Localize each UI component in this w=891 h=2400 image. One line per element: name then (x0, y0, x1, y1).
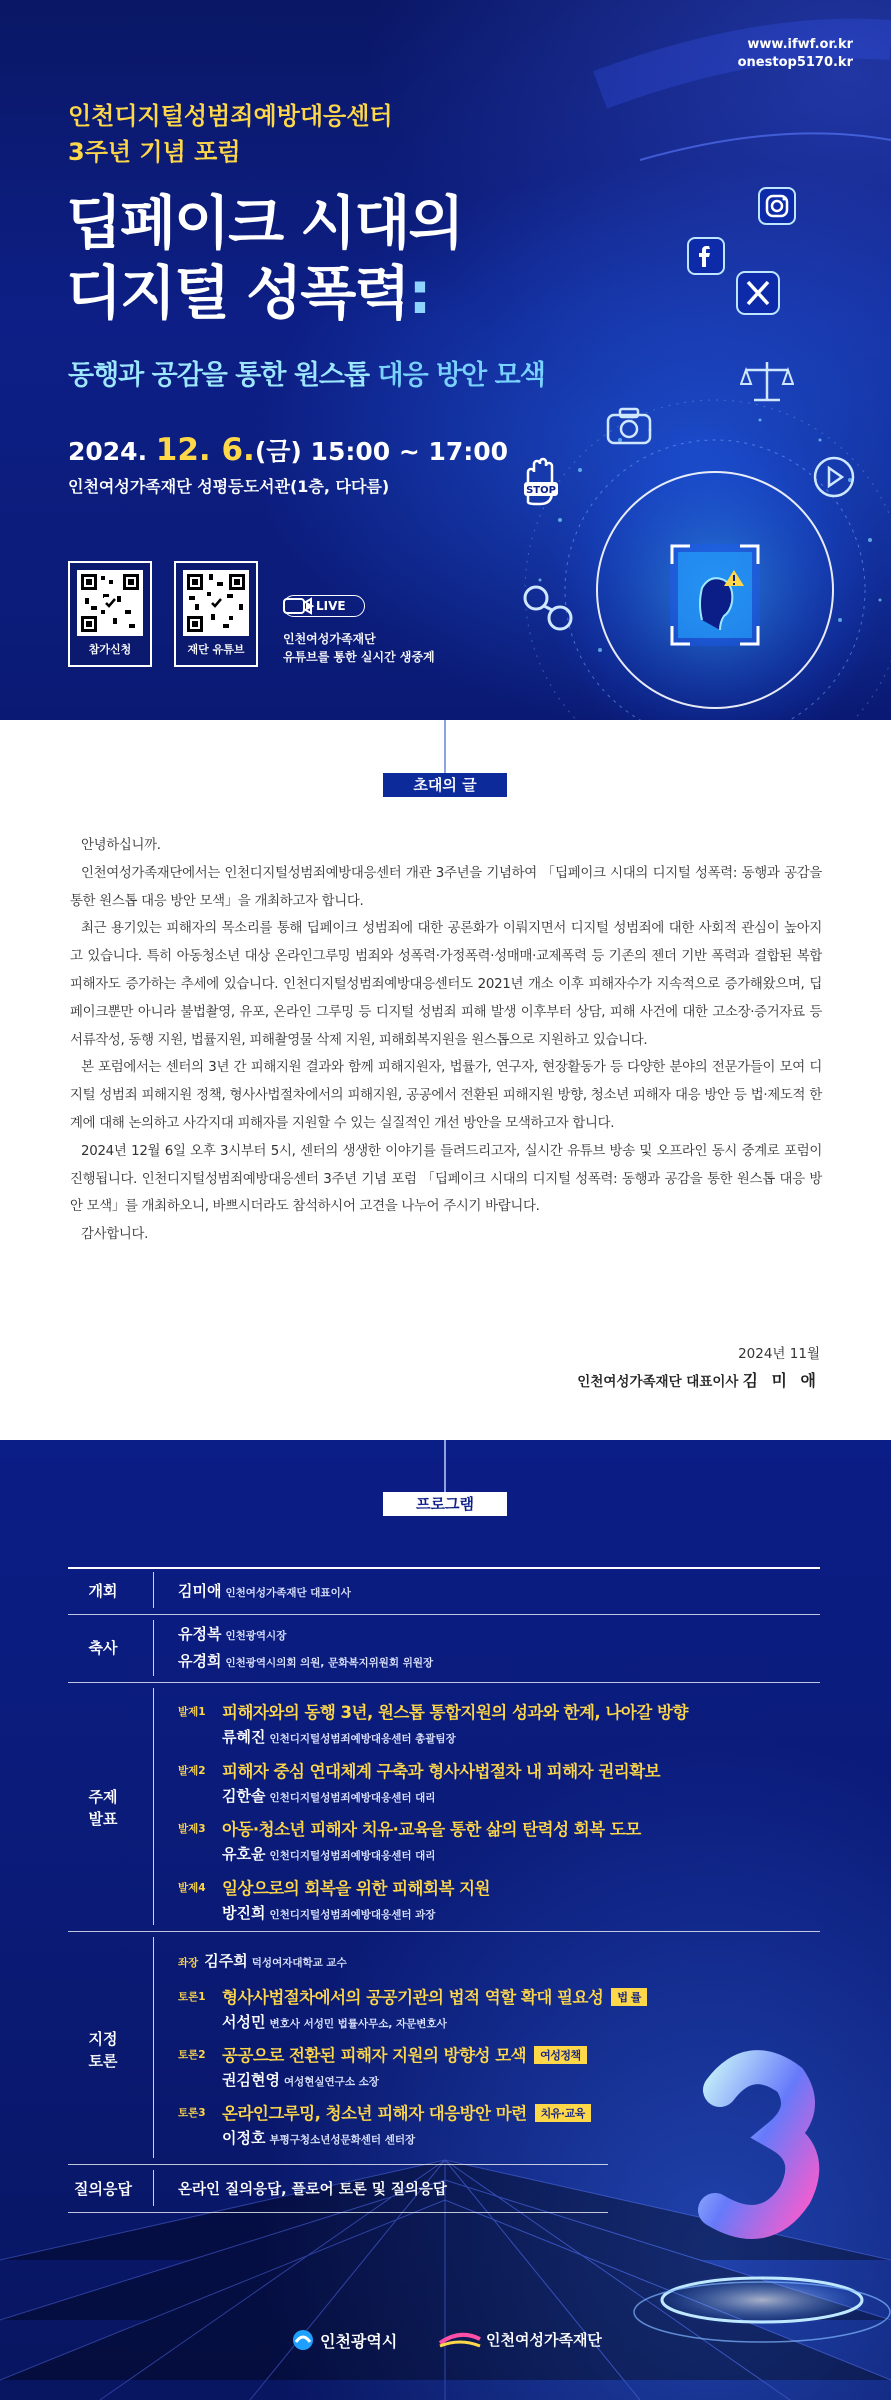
table-divider (153, 1688, 154, 1925)
speaker-name: 김주희 (204, 1952, 248, 1970)
speaker-name: 권김현영 (222, 2071, 280, 2089)
title-colon: : (408, 259, 430, 327)
discussion-tag: 토론1 (178, 1991, 206, 2003)
speaker-role: 인천디지털성범죄예방대응센터 대리 (269, 1850, 436, 1862)
speaker-role: 인천광역시의회 의원, 문화복지위원회 위원장 (225, 1657, 434, 1669)
qr-label-registration: 참가신청 (88, 643, 132, 656)
live-desc-line-1: 인천여성가족재단 (283, 632, 376, 646)
discussion-title: 형사사법절차에서의 공공기관의 법적 역할 확대 필요성 (222, 1988, 604, 2007)
speaker-name: 서성민 (222, 2013, 266, 2031)
invitation-letter (70, 832, 822, 1249)
footer-logos (292, 2326, 602, 2356)
speaker-role: 변호사 서성민 법률사무소, 자문변호사 (269, 2018, 447, 2030)
moderator-tag: 좌장 (178, 1957, 199, 1969)
table-divider (153, 2170, 154, 2206)
field-badge: 법 률 (611, 1988, 647, 2006)
qa-text: 온라인 질의응답, 플로어 토론 및 질의응답 (178, 2182, 447, 2198)
speaker-name: 김미애 (178, 1582, 222, 1600)
table-divider (153, 1620, 154, 1676)
presenter (222, 1902, 435, 1923)
foundation-logo-text: 인천여성가족재단 (486, 2331, 602, 2349)
program-heading: 프로그램 (383, 1492, 507, 1516)
row-label-discussion (68, 2028, 138, 2072)
title-line-1: 딥페이크 시대의 (66, 189, 463, 257)
label-line-2: 발표 (88, 1810, 118, 1828)
letter-date: 2024년 11월 (738, 1346, 820, 1362)
connector-line (444, 720, 446, 780)
letter-paragraph: 최근 용기있는 피해자의 목소리를 통해 딥페이크 성범죄에 대한 공론화가 이뤄지면서 디지털 성범죄에 대한 사회적 관심이 높아지고 있습니다. 특히 아동청소년 대상 온라인그루밍 범죄와 성폭력·가정폭력·성매매·교제폭력 등 기존의 젠더 기반 폭력과 결합된 복합 피해자도 증가하는 추세에 있습니다. 인천디지털성범죄예방대응센터도 2021년 개소 이후 피해자수가 지속적으로 증가해왔으며, 딥페이크뿐만 아니라 불법촬영, 유포, 온라인 그루밍 등 디지털 성범죄 피해 발생 이후부터 상담, 피해 사건에 대한 고소장·증거자료 등 서류작성, 동행 지원, 법률지원, 피해촬영물 삭제 지원, 피해회복지원을 원스톱으로 지원하고 있습니다. (70, 921, 822, 1048)
site-url-2[interactable]: onestop5170.kr (737, 55, 853, 70)
letter-paragraph: 안녕하십니까. (81, 838, 161, 853)
incheon-city-logo-text: 인천광역시 (320, 2332, 398, 2351)
date-big: 12. 6. (155, 432, 255, 468)
stop-hand-icon (518, 454, 564, 510)
table-rule (68, 1682, 820, 1683)
presentation-title: 피해자 중심 연대체계 구축과 형사사법절차 내 피해자 권리확보 (222, 1762, 661, 1781)
discussion-item (222, 2100, 591, 2124)
speaker-role: 인천여성가족재단 대표이사 (225, 1587, 351, 1599)
congrats-speaker (178, 1623, 286, 1644)
speaker-name: 김한솔 (222, 1787, 266, 1805)
speaker-role: 인천광역시장 (225, 1630, 287, 1642)
kicker (68, 98, 393, 170)
row-label-congrats: 축사 (88, 1639, 118, 1657)
discussion-item (222, 2042, 587, 2066)
discussant (222, 2011, 447, 2032)
scales-icon (740, 358, 794, 406)
speaker-role: 인천디지털성범죄예방대응센터 과장 (269, 1909, 436, 1921)
speaker-name: 방진희 (222, 1904, 266, 1922)
page-title (66, 188, 462, 328)
letter-paragraph: 2024년 12월 6일 오후 3시부터 5시, 센터의 생생한 이야기를 들려드리고자, 실시간 유튜브 방송 및 오프라인 동시 중계로 포럼이 진행됩니다. 인천디지털성범죄예방대응센터 3주년 기념 포럼 「딥페이크 시대의 디지털 성폭력: 동행과 공감을 통한 원스톱 대응 방안 모색」를 개최하오니, 바쁘시더라도 참석하시어 고견을 나누어 주시기 바랍니다. (70, 1143, 822, 1215)
stop-text: STOP (526, 485, 556, 496)
play-circle-icon (812, 455, 856, 499)
connector-line (444, 1440, 446, 1500)
qr-label-youtube: 재단 유튜브 (187, 643, 245, 656)
opening-speaker (178, 1580, 351, 1601)
subtitle-part-b: 대응 방안 모색 (377, 360, 545, 391)
handcuffs-icon (520, 578, 580, 638)
live-label: LIVE (316, 599, 346, 613)
table-rule (68, 2164, 608, 2165)
invitation-heading: 초대의 글 (383, 773, 507, 797)
hero-banner (0, 0, 891, 720)
qr-registration[interactable] (68, 561, 152, 667)
speaker-name: 이정호 (222, 2129, 266, 2147)
facebook-icon (686, 236, 726, 276)
discussant (222, 2069, 379, 2090)
discussion-tag: 토론3 (178, 2107, 206, 2119)
table-rule (68, 1931, 820, 1932)
x-icon (735, 270, 781, 316)
presenter (222, 1785, 435, 1806)
letter-paragraph: 인천여성가족재단에서는 인천디지털성범죄예방대응센터 개관 3주년을 기념하여 「딥페이크 시대의 디지털 성폭력: 동행과 공감을 통한 원스톱 대응 방안 모색」을 개최하고자 합니다. (70, 865, 822, 909)
qr-code-icon (183, 570, 249, 636)
table-divider (153, 1937, 154, 2158)
subtitle (68, 353, 545, 392)
label-line-2: 토론 (88, 2052, 118, 2070)
live-description (283, 630, 435, 666)
row-label-opening: 개회 (88, 1582, 118, 1600)
discussion-title: 공공으로 전환된 피해자 지원의 방향성 모색 (222, 2046, 527, 2065)
play-icon: ▶ (306, 599, 315, 612)
speaker-role: 여성현실연구소 소장 (283, 2076, 379, 2088)
row-label-presentations (68, 1786, 138, 1830)
live-desc-line-2: 유튜브를 통한 실시간 생중계 (283, 650, 435, 664)
presentation-tag: 발제4 (178, 1882, 206, 1894)
letter-paragraph: 감사합니다. (81, 1227, 149, 1243)
speaker-role: 인천디지털성범죄예방대응센터 총괄팀장 (269, 1733, 456, 1745)
live-badge (283, 595, 365, 617)
speaker-name: 유호윤 (222, 1845, 266, 1863)
speaker-name: 류혜진 (222, 1728, 266, 1746)
label-line-1: 주제 (88, 1788, 118, 1806)
moderator (178, 1950, 347, 1971)
field-badge: 여성정책 (534, 2046, 587, 2064)
kicker-line-2: 3주년 기념 포럼 (68, 138, 241, 166)
presenter (222, 1726, 456, 1747)
qr-code-icon (77, 570, 143, 636)
speaker-role: 인천디지털성범죄예방대응센터 대리 (269, 1792, 436, 1804)
face-scan-icon (666, 540, 764, 650)
discussant (222, 2127, 415, 2148)
signer-name: 김 미 애 (742, 1371, 820, 1390)
table-divider (153, 1572, 154, 1608)
camera-icon (606, 406, 652, 446)
subtitle-part-a: 동행과 공감을 통한 원스톱 (68, 360, 378, 391)
speaker-name: 유경희 (178, 1652, 222, 1670)
instagram-icon (757, 186, 797, 226)
congrats-speaker (178, 1650, 433, 1671)
presentation-title: 피해자와의 동행 3년, 원스톱 통합지원의 성과와 한계, 나아갈 방향 (222, 1703, 688, 1722)
signer-title: 인천여성가족재단 대표이사 (577, 1374, 739, 1390)
site-url-1[interactable]: www.ifwf.or.kr (747, 37, 853, 52)
field-badge: 치유·교육 (535, 2104, 591, 2122)
presenter (222, 1843, 435, 1864)
presentation-title: 일상으로의 회복을 위한 피해회복 지원 (222, 1879, 491, 1898)
date-prefix: 2024. (68, 437, 156, 466)
program-section (0, 1440, 891, 2400)
presentation-tag: 발제3 (178, 1823, 206, 1835)
speaker-name: 유정복 (178, 1625, 222, 1643)
site-links (738, 36, 853, 72)
row-label-qa: 질의응답 (74, 2180, 132, 2198)
table-rule (68, 1567, 820, 1569)
table-rule (68, 2212, 608, 2213)
speaker-role: 부평구청소년성문화센터 센터장 (269, 2134, 416, 2146)
discussion-tag: 토론2 (178, 2049, 206, 2061)
discussion-item (222, 1984, 647, 2008)
presentation-tag: 발제1 (178, 1706, 206, 1718)
label-line-1: 지정 (88, 2030, 118, 2048)
title-line-2: 디지털 성폭력 (66, 259, 409, 327)
incheon-city-logo-icon (292, 2329, 314, 2351)
foundation-logo-icon (438, 2331, 482, 2349)
speaker-role: 덕성여자대학교 교수 (251, 1957, 347, 1969)
event-datetime (68, 432, 508, 468)
presentation-title: 아동·청소년 피해자 치유·교육을 통한 삶의 탄력성 회복 도모 (222, 1820, 641, 1839)
kicker-line-1: 인천디지털성범죄예방대응센터 (68, 102, 393, 130)
event-venue: 인천여성가족재단 성평등도서관(1층, 다다름) (68, 477, 390, 496)
presentation-tag: 발제2 (178, 1765, 206, 1777)
letter-signature (577, 1368, 820, 1391)
letter-paragraph: 본 포럼에서는 센터의 3년 간 피해지원 결과와 함께 피해지원자, 법률가, 연구자, 현장활동가 등 다양한 분야의 전문가들이 모여 디지털 성범죄 피해지원 정책, 형사사법절차에서의 피해지원, 공공에서 전환된 피해지원 방향, 청소년 피해자 대응 방안 등 법·제도적 한계에 대해 논의하고 사각지대 피해자를 지원할 수 있는 실질적인 개선 방안을 모색하고자 합니다. (70, 1060, 822, 1131)
date-suffix: (금) 15:00 ~ 17:00 (254, 437, 509, 466)
qr-youtube[interactable] (174, 561, 258, 667)
table-rule (68, 1614, 820, 1615)
discussion-title: 온라인그루밍, 청소년 피해자 대응방안 마련 (222, 2104, 527, 2123)
